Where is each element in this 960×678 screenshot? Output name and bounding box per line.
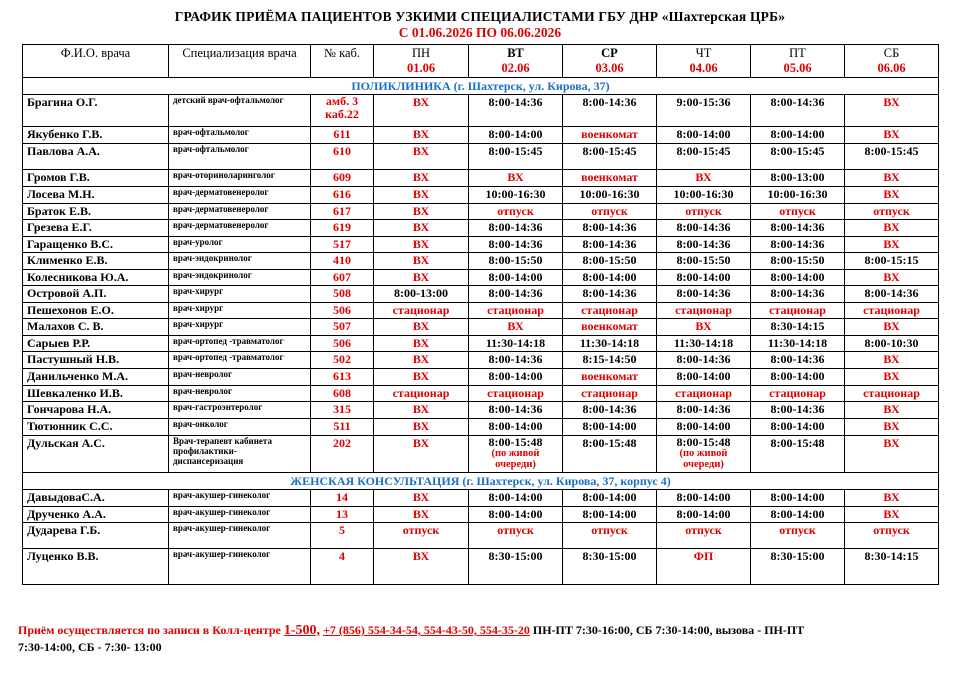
schedule-cell-sat: ВХ xyxy=(845,187,939,204)
cabinet-number: 4 xyxy=(311,549,374,585)
schedule-cell-sat: ВХ xyxy=(845,170,939,187)
schedule-cell-mon: ВХ xyxy=(374,352,469,369)
schedule-cell-sat: стационар xyxy=(845,303,939,319)
doctor-specialization: врач-акушер-гинеколог xyxy=(169,523,311,549)
schedule-cell-fri: 8:30-14:15 xyxy=(751,319,845,336)
schedule-cell-thu: стационар xyxy=(657,303,751,319)
schedule-cell-tue: 8:00-14:36 xyxy=(469,237,563,253)
schedule-cell-fri: стационар xyxy=(751,386,845,402)
schedule-cell-sat: 8:00-10:30 xyxy=(845,336,939,352)
doctor-specialization: врач-невролог xyxy=(169,369,311,386)
footer-short-number[interactable]: 1-500, xyxy=(283,623,321,638)
schedule-cell-mon: ВХ xyxy=(374,336,469,352)
day-label: ВТ xyxy=(507,46,524,60)
schedule-cell-thu: 8:00-14:00 xyxy=(657,490,751,507)
schedule-cell-thu: 10:00-16:30 xyxy=(657,187,751,204)
schedule-cell-tue: 8:00-14:36 xyxy=(469,402,563,419)
section-womens-consultation-title: ЖЕНСКАЯ КОНСУЛЬТАЦИЯ (г. Шахтерск, ул. Кирова, 37, корпус 4) xyxy=(23,473,939,490)
doctor-specialization: врач-акушер-гинеколог xyxy=(169,549,311,585)
schedule-cell-sat: 8:00-15:15 xyxy=(845,253,939,270)
schedule-cell-mon: ВХ xyxy=(374,187,469,204)
schedule-cell-sat: ВХ xyxy=(845,369,939,386)
doctor-specialization: врач-эндокринолог xyxy=(169,253,311,270)
cabinet-number: 617 xyxy=(311,204,374,220)
schedule-cell-wed: стационар xyxy=(563,303,657,319)
table-row xyxy=(23,336,939,352)
doctor-name: Данильченко М.А. xyxy=(23,369,169,386)
schedule-cell-fri: отпуск xyxy=(751,204,845,220)
schedule-cell-tue: 8:00-14:00 xyxy=(469,419,563,436)
day-date: 05.06 xyxy=(783,61,812,75)
schedule-cell-tue: 8:00-14:00 xyxy=(469,270,563,286)
header-day-sat xyxy=(845,45,939,78)
schedule-cell-mon: ВХ xyxy=(374,204,469,220)
schedule-cell-wed: 8:00-14:00 xyxy=(563,507,657,523)
day-date: 03.06 xyxy=(595,61,624,75)
schedule-cell-wed: 8:00-15:48 xyxy=(563,436,657,473)
schedule-cell-sat: ВХ xyxy=(845,419,939,436)
schedule-cell-mon: ВХ xyxy=(374,490,469,507)
footer-phones[interactable]: +7 (856) 554-34-54, 554-43-50, 554-35-20 xyxy=(323,623,530,637)
schedule-cell-wed: 8:00-15:50 xyxy=(563,253,657,270)
doctor-specialization: врач-акушер-гинеколог xyxy=(169,507,311,523)
schedule-cell-wed: 8:00-14:36 xyxy=(563,220,657,237)
doctor-specialization: врач-дерматовенеролог xyxy=(169,187,311,204)
schedule-cell-wed: 8:00-14:36 xyxy=(563,402,657,419)
schedule-cell-thu: 8:00-14:00 xyxy=(657,369,751,386)
header-name: Ф.И.О. врача xyxy=(23,45,169,78)
doctor-specialization: врач-дерматовенеролог xyxy=(169,220,311,237)
header-cab: № каб. xyxy=(311,45,374,78)
live-queue-note: (по живой очереди) xyxy=(491,448,540,470)
table-row xyxy=(23,220,939,237)
table-row xyxy=(23,402,939,419)
schedule-cell-fri: 8:30-15:00 xyxy=(751,549,845,585)
schedule-cell-sat: ВХ xyxy=(845,270,939,286)
schedule-cell-wed: военкомат xyxy=(563,170,657,187)
schedule-cell-thu: 11:30-14:18 xyxy=(657,336,751,352)
schedule-cell-mon: отпуск xyxy=(374,523,469,549)
schedule-cell-fri: 8:00-14:36 xyxy=(751,237,845,253)
schedule-cell-sat: стационар xyxy=(845,386,939,402)
schedule-cell-sat: ВХ xyxy=(845,237,939,253)
header-day-thu xyxy=(657,45,751,78)
schedule-cell-fri: 8:00-14:36 xyxy=(751,402,845,419)
table-row xyxy=(23,144,939,170)
table-header-row xyxy=(23,45,939,78)
schedule-cell-fri: отпуск xyxy=(751,523,845,549)
schedule-cell-thu: 8:00-14:00 xyxy=(657,419,751,436)
table-row xyxy=(23,436,939,473)
schedule-cell-wed: 8:00-14:36 xyxy=(563,95,657,127)
doctor-specialization: врач-офтальмолог xyxy=(169,127,311,144)
schedule-cell-tue: 8:00-14:00 xyxy=(469,490,563,507)
schedule-cell-sat: ВХ xyxy=(845,490,939,507)
schedule-cell-fri: 10:00-16:30 xyxy=(751,187,845,204)
schedule-cell-tue: отпуск xyxy=(469,204,563,220)
schedule-cell-tue: 10:00-16:30 xyxy=(469,187,563,204)
schedule-cell-wed: военкомат xyxy=(563,369,657,386)
cabinet-number: 202 xyxy=(311,436,374,473)
schedule-cell-mon: ВХ xyxy=(374,369,469,386)
doctor-specialization: врач-хирург xyxy=(169,319,311,336)
schedule-cell-wed: 8:00-14:00 xyxy=(563,490,657,507)
cabinet-number: 506 xyxy=(311,303,374,319)
schedule-cell-thu: ФП xyxy=(657,549,751,585)
schedule-cell-mon: ВХ xyxy=(374,253,469,270)
table-row xyxy=(23,523,939,549)
schedule-cell-tue: 8:00-14:36 xyxy=(469,95,563,127)
section-womens-consultation xyxy=(23,473,939,490)
schedule-cell-tue: 11:30-14:18 xyxy=(469,336,563,352)
schedule-cell-mon: ВХ xyxy=(374,95,469,127)
schedule-cell-tue: 8:00-14:36 xyxy=(469,286,563,303)
schedule-cell-sat: ВХ xyxy=(845,402,939,419)
schedule-cell-fri: 8:00-14:00 xyxy=(751,507,845,523)
schedule-cell-thu: отпуск xyxy=(657,204,751,220)
schedule-cell-thu: ВХ xyxy=(657,319,751,336)
schedule-cell-fri: 8:00-14:00 xyxy=(751,419,845,436)
doctor-specialization: врач-уролог xyxy=(169,237,311,253)
doctor-specialization: врач-хирург xyxy=(169,286,311,303)
table-row xyxy=(23,369,939,386)
doctor-name: Дударева Г.Б. xyxy=(23,523,169,549)
cabinet-number: 315 xyxy=(311,402,374,419)
doctor-name: Колесникова Ю.А. xyxy=(23,270,169,286)
schedule-cell-fri: 8:00-14:36 xyxy=(751,286,845,303)
schedule-cell-thu: отпуск xyxy=(657,523,751,549)
day-label: ЧТ xyxy=(695,46,712,60)
schedule-cell-fri: 8:00-14:00 xyxy=(751,127,845,144)
day-label: СР xyxy=(601,46,618,60)
footer-hours-line2: 7:30-14:00, СБ - 7:30- 13:00 xyxy=(18,640,162,654)
cabinet-number: 613 xyxy=(311,369,374,386)
doctor-name: Островой А.П. xyxy=(23,286,169,303)
schedule-cell-thu: 8:00-14:36 xyxy=(657,402,751,419)
doctor-name: Дульская А.С. xyxy=(23,436,169,473)
schedule-cell-tue: отпуск xyxy=(469,523,563,549)
cabinet-number: 611 xyxy=(311,127,374,144)
schedule-cell-fri: 8:00-15:48 xyxy=(751,436,845,473)
day-label: ПН xyxy=(411,46,431,60)
doctor-specialization: врач-эндокринолог xyxy=(169,270,311,286)
schedule-cell-fri: 8:00-14:00 xyxy=(751,369,845,386)
table-row xyxy=(23,204,939,220)
schedule-cell-thu: 9:00-15:36 xyxy=(657,95,751,127)
schedule-cell-mon: ВХ xyxy=(374,402,469,419)
schedule-cell-sat: 8:00-14:36 xyxy=(845,286,939,303)
schedule-cell-tue: 8:00-14:00 xyxy=(469,507,563,523)
doctor-specialization: врач-ортопед -травматолог xyxy=(169,352,311,369)
doctor-name: Шевкаленко И.В. xyxy=(23,386,169,402)
header-day-tue xyxy=(469,45,563,78)
schedule-cell-fri: 8:00-14:36 xyxy=(751,220,845,237)
footer-lead: Приём осуществляется по записи в Колл-центре xyxy=(18,623,281,637)
table-row xyxy=(23,95,939,127)
schedule-cell-mon: стационар xyxy=(374,386,469,402)
schedule-cell-tue: ВХ xyxy=(469,170,563,187)
schedule-cell-sat: ВХ xyxy=(845,319,939,336)
doctor-name: Павлова А.А. xyxy=(23,144,169,170)
header-day-wed xyxy=(563,45,657,78)
schedule-cell-mon: ВХ xyxy=(374,319,469,336)
schedule-cell-mon: ВХ xyxy=(374,220,469,237)
schedule-cell-wed: 8:00-14:36 xyxy=(563,237,657,253)
schedule-cell-mon: ВХ xyxy=(374,507,469,523)
schedule-cell-sat: ВХ xyxy=(845,436,939,473)
table-row xyxy=(23,549,939,585)
schedule-cell-fri: 8:00-14:36 xyxy=(751,95,845,127)
schedule-cell-tue: стационар xyxy=(469,386,563,402)
section-polyclinic-title: ПОЛИКЛИНИКА (г. Шахтерск, ул. Кирова, 37) xyxy=(23,78,939,95)
schedule-cell-wed: военкомат xyxy=(563,127,657,144)
table-row xyxy=(23,187,939,204)
schedule-cell-fri: 8:00-13:00 xyxy=(751,170,845,187)
doctor-name: Грезева Е.Г. xyxy=(23,220,169,237)
schedule-cell-sat: ВХ xyxy=(845,127,939,144)
schedule-cell-sat: ВХ xyxy=(845,95,939,127)
schedule-time: 8:00-15:48 xyxy=(676,435,731,449)
schedule-cell-mon: ВХ xyxy=(374,419,469,436)
schedule-cell-wed: 8:00-14:00 xyxy=(563,270,657,286)
schedule-cell-thu: 8:00-14:00 xyxy=(657,127,751,144)
schedule-cell-mon: 8:00-13:00 xyxy=(374,286,469,303)
schedule-cell-thu xyxy=(657,436,751,473)
schedule-cell-thu: ВХ xyxy=(657,170,751,187)
schedule-cell-tue: ВХ xyxy=(469,319,563,336)
schedule-cell-wed: отпуск xyxy=(563,204,657,220)
schedule-cell-wed: 8:30-15:00 xyxy=(563,549,657,585)
schedule-cell-wed: 10:00-16:30 xyxy=(563,187,657,204)
schedule-cell-tue: стационар xyxy=(469,303,563,319)
schedule-cell-mon: ВХ xyxy=(374,127,469,144)
schedule-cell-thu: 8:00-14:36 xyxy=(657,220,751,237)
cabinet-number: 511 xyxy=(311,419,374,436)
header-day-mon xyxy=(374,45,469,78)
doctor-name: Брагина О.Г. xyxy=(23,95,169,127)
table-row xyxy=(23,286,939,303)
doctor-specialization: врач-дерматовенеролог xyxy=(169,204,311,220)
doctor-name: Малахов С. В. xyxy=(23,319,169,336)
cabinet-number: 619 xyxy=(311,220,374,237)
cabinet-number: 502 xyxy=(311,352,374,369)
schedule-cell-wed: военкомат xyxy=(563,319,657,336)
day-label: СБ xyxy=(883,46,900,60)
cabinet-number: 507 xyxy=(311,319,374,336)
doctor-specialization: врач-оториноларинголог xyxy=(169,170,311,187)
schedule-cell-fri: 8:00-15:45 xyxy=(751,144,845,170)
section-polyclinic xyxy=(23,78,939,95)
schedule-cell-wed: 8:00-14:00 xyxy=(563,419,657,436)
schedule-cell-fri: 8:00-14:00 xyxy=(751,490,845,507)
schedule-cell-thu: 8:00-14:36 xyxy=(657,237,751,253)
cabinet-number: 13 xyxy=(311,507,374,523)
schedule-cell-tue: 8:00-14:00 xyxy=(469,369,563,386)
cabinet-number: 5 xyxy=(311,523,374,549)
footer-hours-line1: ПН-ПТ 7:30-16:00, СБ 7:30-14:00, вызова - ПН-ПТ xyxy=(532,623,805,637)
doctor-name: Лосева М.Н. xyxy=(23,187,169,204)
schedule-cell-tue: 8:00-15:45 xyxy=(469,144,563,170)
schedule-cell-mon: ВХ xyxy=(374,436,469,473)
schedule-cell-sat: ВХ xyxy=(845,507,939,523)
schedule-cell-wed: стационар xyxy=(563,386,657,402)
doctor-name: Пешехонов Е.О. xyxy=(23,303,169,319)
doctor-specialization: врач-гастроэнтеролог xyxy=(169,402,311,419)
schedule-cell-sat: ВХ xyxy=(845,352,939,369)
schedule-cell-fri: 11:30-14:18 xyxy=(751,336,845,352)
schedule-cell-mon: ВХ xyxy=(374,170,469,187)
table-row xyxy=(23,170,939,187)
schedule-table xyxy=(22,44,939,585)
day-date: 01.06 xyxy=(406,61,436,75)
table-row xyxy=(23,303,939,319)
cabinet-number: 508 xyxy=(311,286,374,303)
schedule-cell-mon: ВХ xyxy=(374,237,469,253)
schedule-cell-wed: 8:00-15:45 xyxy=(563,144,657,170)
doctor-specialization: Врач-терапевт кабинета профилактики-диспансеризация xyxy=(169,436,311,473)
doctor-name: Гаращенко В.С. xyxy=(23,237,169,253)
day-date: 06.06 xyxy=(877,61,906,75)
doctor-name: Клименко Е.В. xyxy=(23,253,169,270)
cabinet-number: 410 xyxy=(311,253,374,270)
schedule-cell-fri: 8:00-14:36 xyxy=(751,352,845,369)
cabinet-number: амб. 3 каб.22 xyxy=(311,95,374,127)
doctor-name: Луценко В.В. xyxy=(23,549,169,585)
doctor-name: Гончарова Н.А. xyxy=(23,402,169,419)
day-label: ПТ xyxy=(789,46,806,60)
doctor-specialization: врач-невролог xyxy=(169,386,311,402)
schedule-cell-sat: ВХ xyxy=(845,220,939,237)
table-row xyxy=(23,352,939,369)
schedule-cell-thu: 8:00-14:00 xyxy=(657,507,751,523)
page-title: ГРАФИК ПРИЁМА ПАЦИЕНТОВ УЗКИМИ СПЕЦИАЛИСТАМИ ГБУ ДНР «Шахтерская ЦРБ» xyxy=(174,9,786,24)
schedule-cell-thu: стационар xyxy=(657,386,751,402)
live-queue-note: (по живой очереди) xyxy=(679,448,728,470)
doctor-specialization: детский врач-офтальмолог xyxy=(169,95,311,127)
schedule-cell-mon: ВХ xyxy=(374,144,469,170)
doctor-specialization: врач-хирург xyxy=(169,303,311,319)
schedule-cell-wed: 8:15-14:50 xyxy=(563,352,657,369)
doctor-name: ДавыдоваС.А. xyxy=(23,490,169,507)
schedule-cell-tue: 8:30-15:00 xyxy=(469,549,563,585)
doctor-name: Пастушный Н.В. xyxy=(23,352,169,369)
table-row xyxy=(23,386,939,402)
schedule-cell-sat: 8:00-15:45 xyxy=(845,144,939,170)
schedule-cell-tue: 8:00-14:36 xyxy=(469,220,563,237)
table-row xyxy=(23,419,939,436)
doctor-specialization: врач-офтальмолог xyxy=(169,144,311,170)
cabinet-number: 609 xyxy=(311,170,374,187)
schedule-cell-tue: 8:00-14:36 xyxy=(469,352,563,369)
schedule-cell-tue: 8:00-14:00 xyxy=(469,127,563,144)
schedule-cell-fri: стационар xyxy=(751,303,845,319)
schedule-cell-wed: 8:00-14:36 xyxy=(563,286,657,303)
day-date: 04.06 xyxy=(689,61,718,75)
cabinet-number: 517 xyxy=(311,237,374,253)
doctor-name: Громов Г.В. xyxy=(23,170,169,187)
schedule-cell-wed: отпуск xyxy=(563,523,657,549)
schedule-cell-fri: 8:00-15:50 xyxy=(751,253,845,270)
schedule-cell-wed: 11:30-14:18 xyxy=(563,336,657,352)
doctor-specialization: врач-ортопед -травматолог xyxy=(169,336,311,352)
header-spec: Специализация врача xyxy=(169,45,311,78)
table-row xyxy=(23,127,939,144)
schedule-cell-tue xyxy=(469,436,563,473)
schedule-cell-fri: 8:00-14:00 xyxy=(751,270,845,286)
schedule-cell-thu: 8:00-14:36 xyxy=(657,352,751,369)
schedule-cell-mon: ВХ xyxy=(374,549,469,585)
doctor-specialization: врач-онколог xyxy=(169,419,311,436)
table-row xyxy=(23,253,939,270)
schedule-cell-thu: 8:00-15:45 xyxy=(657,144,751,170)
doctor-specialization: врач-акушер-гинеколог xyxy=(169,490,311,507)
schedule-cell-sat: отпуск xyxy=(845,204,939,220)
doctor-name: Друченко А.А. xyxy=(23,507,169,523)
cabinet-number: 506 xyxy=(311,336,374,352)
schedule-time: 8:00-15:48 xyxy=(488,435,543,449)
day-date: 02.06 xyxy=(501,61,530,75)
schedule-cell-sat: 8:30-14:15 xyxy=(845,549,939,585)
cabinet-number: 610 xyxy=(311,144,374,170)
table-row xyxy=(23,270,939,286)
doctor-name: Тютюнник С.С. xyxy=(23,419,169,436)
table-row xyxy=(23,319,939,336)
period-subtitle: С 01.06.2026 ПО 06.06.2026 xyxy=(398,25,562,40)
doctor-name: Якубенко Г.В. xyxy=(23,127,169,144)
cabinet-number: 616 xyxy=(311,187,374,204)
table-row xyxy=(23,237,939,253)
table-row xyxy=(23,507,939,523)
schedule-cell-mon: ВХ xyxy=(374,270,469,286)
doctor-name: Браток Е.В. xyxy=(23,204,169,220)
cabinet-number: 14 xyxy=(311,490,374,507)
schedule-cell-thu: 8:00-14:36 xyxy=(657,286,751,303)
doctor-name: Сарыев Р.Р. xyxy=(23,336,169,352)
schedule-cell-sat: отпуск xyxy=(845,523,939,549)
schedule-cell-thu: 8:00-15:50 xyxy=(657,253,751,270)
cabinet-number: 608 xyxy=(311,386,374,402)
schedule-cell-tue: 8:00-15:50 xyxy=(469,253,563,270)
schedule-cell-thu: 8:00-14:00 xyxy=(657,270,751,286)
header-day-fri xyxy=(751,45,845,78)
cabinet-number: 607 xyxy=(311,270,374,286)
schedule-cell-mon: стационар xyxy=(374,303,469,319)
table-row xyxy=(23,490,939,507)
footer-note xyxy=(18,622,948,655)
